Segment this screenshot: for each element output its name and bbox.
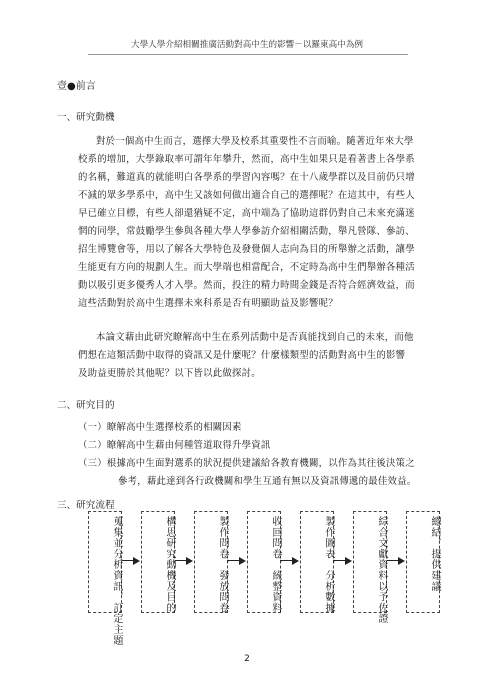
flow-step-6 xyxy=(353,511,387,624)
flow-step-label: 蒐集並分析資訊，訂定主題 xyxy=(111,516,122,646)
flow-step-1 xyxy=(88,511,122,646)
paragraph-line: 這些活動對於高中生選擇未來科系是否有明顯助益及影響呢？ xyxy=(78,298,338,309)
header-rule xyxy=(88,54,408,55)
flow-step-7 xyxy=(406,511,440,613)
list-item: （三）根據高中生面對選系的狀況提供建議給各教育機關，以作為其往後決策之 xyxy=(78,458,415,469)
flow-step-5 xyxy=(300,511,334,613)
flow-step-label: 製作圖表，分析數據 xyxy=(323,516,334,614)
running-header: 大學人學介紹相關推廣活動對高中生的影響－以羅東高中為例 xyxy=(130,40,364,50)
paragraph-line: 對於一個高中生而言，選擇大學及校系其重要性不言而喻。隨著近年來大學 xyxy=(96,136,414,147)
heading-research-purpose: 二、研究目的 xyxy=(57,400,115,411)
paragraph-line: 動以吸引更多優秀人才入學。然而，投注的精力時間金錢是否符合經濟效益，而 xyxy=(78,280,415,291)
paragraph-line: 校系的增加，大學錄取率可謂年年攀升，然而，高中生如果只是看著書上各學系 xyxy=(78,154,415,165)
section-title: 壹●前言 xyxy=(57,81,96,92)
paragraph-line: 本論文藉由此研究瞭解高中生在系列活動中是否真能找到自己的未來，而他 xyxy=(96,332,414,343)
page-number: 2 xyxy=(244,654,250,664)
flow-step-label: 綜合文獻資料以予佐證 xyxy=(376,516,387,624)
paragraph-line: 的名稱，難道真的就能明白各學系的學習內容嗎？在十八歲學群以及目前仍只增 xyxy=(78,172,415,183)
paragraph-line: 惘的同學，常鼓勵學生參與各種大學人學參訪介紹相關活動，舉凡營隊、參訪、 xyxy=(78,226,415,237)
paragraph-line: 生能更有方向的規劃人生。而大學端也相當配合，不定時為高中生們舉辦各種活 xyxy=(78,262,415,273)
paragraph-line: 早已確立目標，有些人卻還猶疑不定，高中端為了協助這群仍對自己未來充滿迷 xyxy=(78,208,415,219)
list-item: （一）瞭解高中生選擇校系的相關因素 xyxy=(78,422,242,433)
paragraph-line: 們想在這類活動中取得的資訊又是什麼呢？什麼樣類型的活動對高中生的影響 xyxy=(78,350,406,361)
heading-research-motivation: 一、研究動機 xyxy=(57,112,115,123)
flow-step-3 xyxy=(194,511,228,613)
heading-research-process: 三、研究流程 xyxy=(57,500,115,511)
flow-step-label: 總結，提供建議 xyxy=(429,516,440,592)
flow-step-label: 構思研究動機及目的 xyxy=(164,516,175,614)
list-item-continuation: 參考，藉此達到各行政機關和學生互通有無以及資訊傳遞的最佳效益。 xyxy=(118,476,417,487)
flow-step-label: 收回問卷，統整資料 xyxy=(270,516,281,614)
flow-step-label: 製作問卷，發放問卷 xyxy=(217,516,228,614)
paragraph-line: 招生博覽會等，用以了解各大學特色及發覺個人志向為目的所舉辦之活動，讓學 xyxy=(78,244,415,255)
flow-step-2 xyxy=(141,511,175,613)
list-item: （二）瞭解高中生藉由何種管道取得升學資訊 xyxy=(78,440,271,451)
paragraph-line: 及助益更勝於其他呢？以下皆以此做探討。 xyxy=(78,368,261,379)
flow-step-4 xyxy=(247,511,281,613)
paragraph-line: 不減的眾多學系中，高中生又該如何做出適合自己的選擇呢？在這其中，有些人 xyxy=(78,190,415,201)
